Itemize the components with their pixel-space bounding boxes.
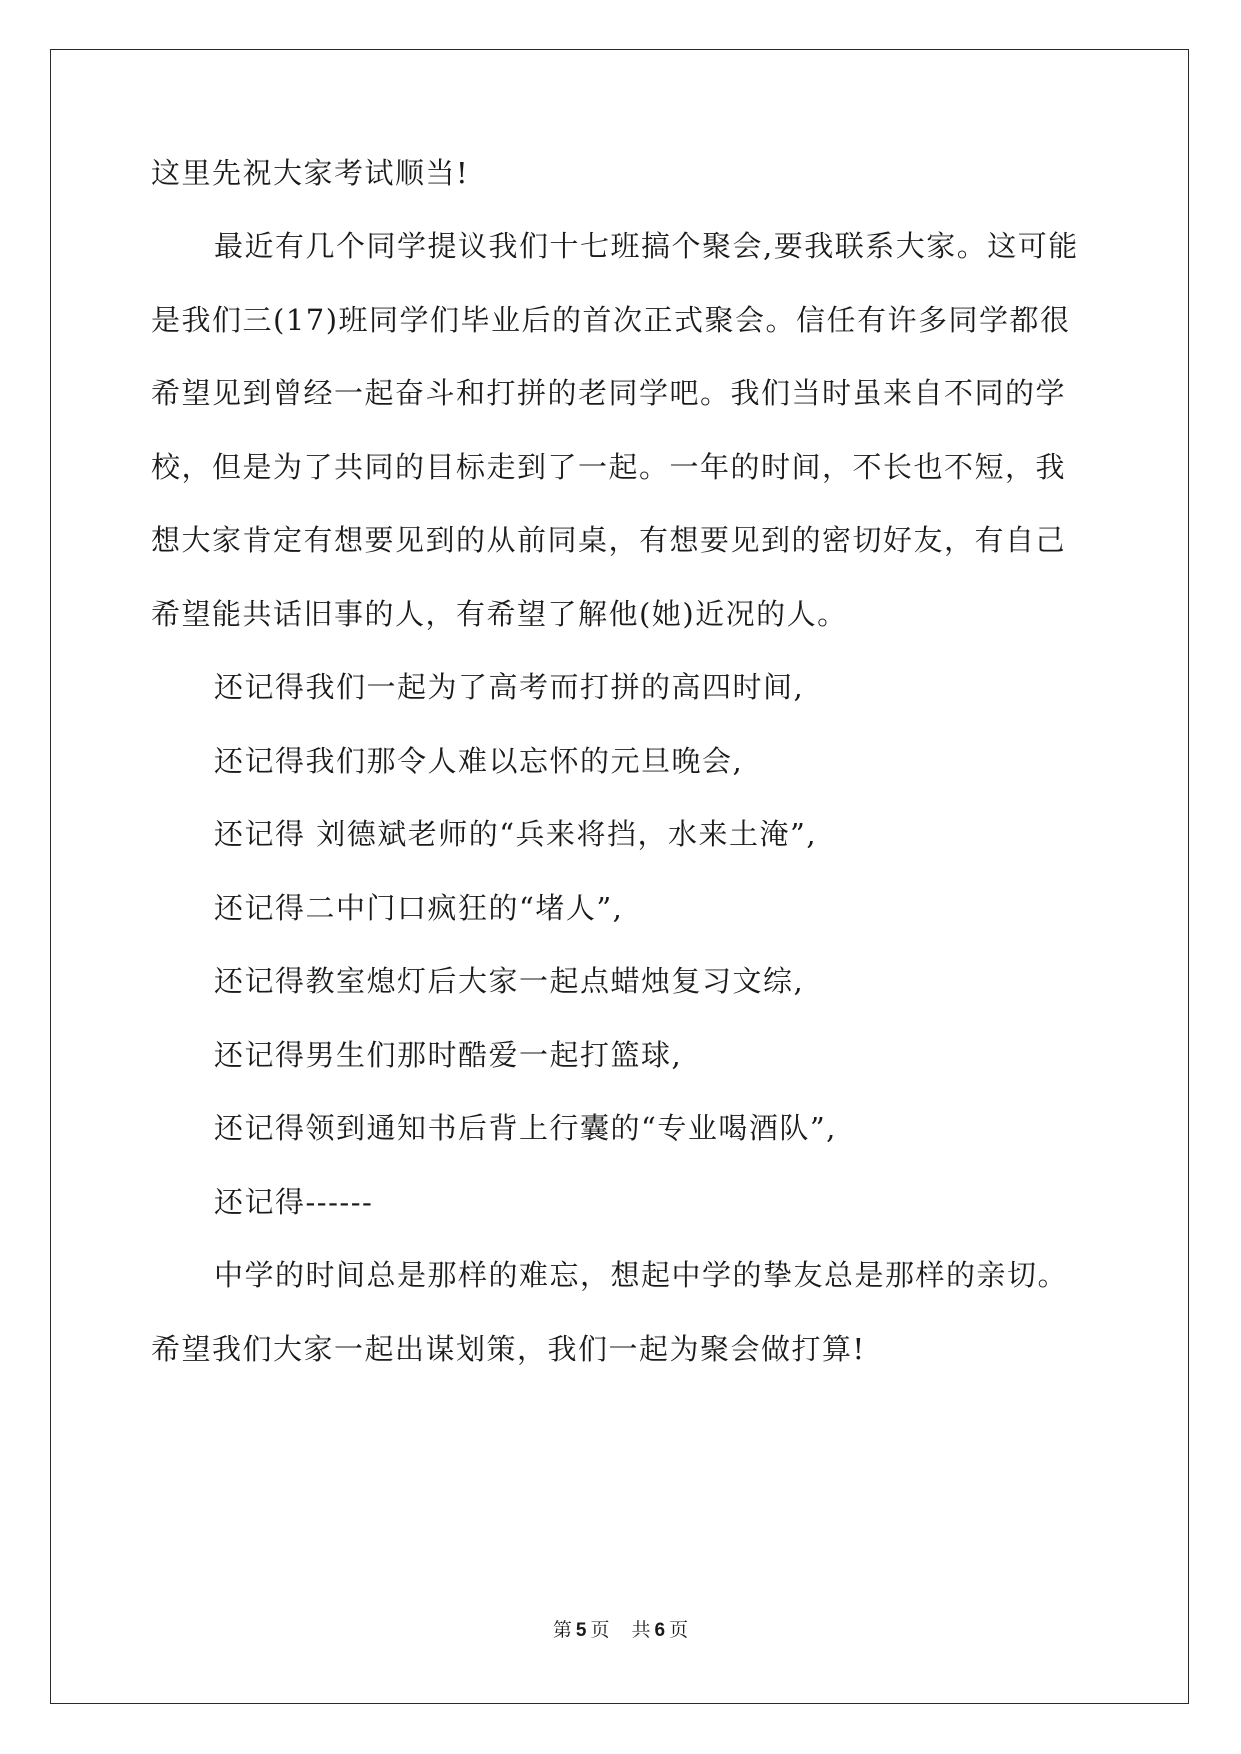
- paragraph-line: 想大家肯定有想要见到的从前同桌，有想要见到的密切好友，有自己: [151, 523, 1067, 557]
- paragraph-line: 希望能共话旧事的人，有希望了解他(她)近况的人。: [151, 597, 848, 631]
- paragraph-line: 校，但是为了共同的目标走到了一起。一年的时间，不长也不短，我: [151, 450, 1067, 484]
- paragraph-line: 希望见到曾经一起奋斗和打拼的老同学吧。我们当时虽来自不同的学: [151, 376, 1067, 410]
- paragraph-line: 还记得我们那令人难以忘怀的元旦晚会,: [214, 744, 744, 778]
- paragraph-line: 希望我们大家一起出谋划策，我们一起为聚会做打算!: [151, 1332, 866, 1366]
- page-total-number: 6: [654, 1620, 666, 1641]
- page-mid-label: 页: [590, 1619, 610, 1641]
- paragraph-line: 最近有几个同学提议我们十七班搞个聚会,要我联系大家。这可能: [214, 229, 1079, 263]
- paragraph-line: 还记得 刘德斌老师的“兵来将挡，水来土淹”,: [214, 817, 818, 851]
- page-footer: [0, 1618, 1241, 1643]
- page-current-number: 5: [575, 1620, 587, 1641]
- page-border: [50, 49, 1189, 1704]
- paragraph-line: 是我们三(17)班同学们毕业后的首次正式聚会。信任有许多同学都很: [151, 303, 1071, 337]
- paragraph-line: 这里先祝大家考试顺当!: [151, 156, 470, 190]
- paragraph-line: 还记得二中门口疯狂的“堵人”,: [214, 891, 624, 925]
- paragraph-line: 还记得领到通知书后背上行囊的“专业喝酒队”,: [214, 1111, 837, 1145]
- paragraph-line: 还记得我们一起为了高考而打拼的高四时间,: [214, 670, 805, 704]
- total-suffix: 页: [669, 1619, 689, 1641]
- page-prefix: 第: [552, 1619, 572, 1641]
- paragraph-line: 还记得------: [214, 1185, 374, 1219]
- paragraph-line: 中学的时间总是那样的难忘，想起中学的挚友总是那样的亲切。: [214, 1258, 1069, 1292]
- paragraph-line: 还记得教室熄灯后大家一起点蜡烛复习文综,: [214, 964, 805, 998]
- total-prefix: 共: [631, 1619, 651, 1641]
- paragraph-line: 还记得男生们那时酷爱一起打篮球,: [214, 1038, 683, 1072]
